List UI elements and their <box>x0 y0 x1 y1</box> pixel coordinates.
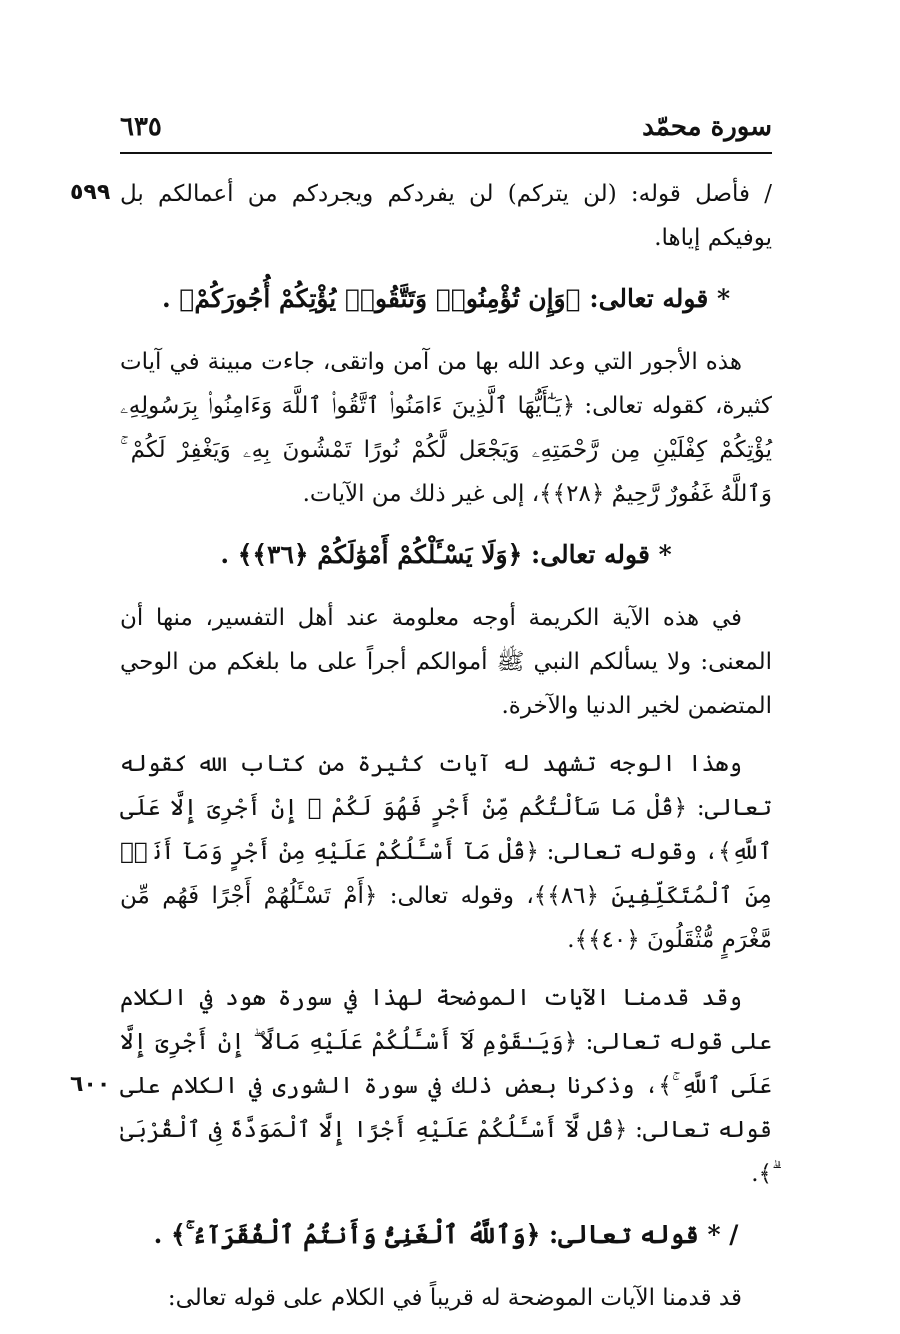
paragraph: هذه الأجور التي وعد الله بها من آمن واتقى، جاءت مبينة في آيات كثيرة، كقوله تعالى: ﴿يَـٰٓأَيُّهَا ٱلَّذِينَ ءَامَنُوا۟ ٱتَّقُوا۟ ٱللَّهَ وَءَامِنُوا۟ بِرَسُولِهِۦ يُؤْتِكُمْ كِفْلَيْنِ مِن رَّحْمَتِهِۦ وَيَجْعَل لَّكُمْ نُورًا تَمْشُونَ بِهِۦ وَيَغْفِرْ لَكُمْ ۚ وَٱللَّهُ غَفُورٌ رَّحِيمٌ ﴿٢٨﴾﴾، إلى غير ذلك من الآيات. <box>120 349 772 507</box>
margin-page-number: ٦٠٠ <box>70 1072 111 1097</box>
page-number: ٦٣٥ <box>120 112 162 142</box>
paragraph: في هذه الآية الكريمة أوجه معلومة عند أهل التفسير، منها أن المعنى: ولا يسألكم النبي ﷺ أموالكم أجراً على ما بلغكم من الوحي المتضمن لخير الدنيا والآخرة. <box>120 605 772 719</box>
page-header <box>120 112 772 154</box>
paragraph: وقد قدمنا الآيات الموضحة لهذا في سورة هود في الكلام على قوله تعالى: ﴿وَيَـٰقَوْمِ لَآ أَسْـَٔلُكُمْ عَلَيْهِ مَالًا ۖ إِنْ أَجْرِىَ إِلَّا عَلَى ٱللَّهِ ۚ﴾، وذكرنا بعض ذلك في سورة الشورى في الكلام على قوله تعالى: ﴿قُل لَّآ أَسْـَٔلُكُمْ عَلَيْهِ أَجْرًا إِلَّا ٱلْمَوَدَّةَ فِى ٱلْقُرْبَىٰ ۗ﴾. <box>120 985 773 1187</box>
verse-heading <box>120 1210 772 1260</box>
heading-label: / * قوله تعالى: <box>549 1220 739 1249</box>
quran-verse: ﴿وَٱللَّهُ ٱلْغَنِىُّ وَأَنتُمُ ٱلْفُقَرَآءُ ۚ﴾ . <box>153 1220 541 1249</box>
quran-verse: ﴿وَلَا يَسْـَٔلْكُمْ أَمْوَٰلَكُمْ ﴿٣٦﴾﴾ . <box>220 540 523 569</box>
heading-label: * قوله تعالى: <box>589 284 731 313</box>
quran-verse: ﴿وَإِن تُؤْمِنُوا۟ وَتَتَّقُوا۟ يُؤْتِكُمْ أُجُورَكُمْ﴾ . <box>161 284 581 313</box>
verse-heading <box>120 530 772 580</box>
paragraph: قد قدمنا الآيات الموضحة له قريباً في الكلام على قوله تعالى: <box>167 1285 742 1311</box>
paragraph: / فأصل قوله: (لن يتركم) لن يفردكم ويجردكم من أعمالكم بل يوفيكم إياها. <box>120 181 772 251</box>
page-body <box>120 172 772 1334</box>
surah-title: سورة محمّد <box>642 112 772 142</box>
margin-page-number: ٥٩٩ <box>70 180 111 205</box>
heading-label: * قوله تعالى: <box>530 540 672 569</box>
paragraph: وهذا الوجه تشهد له آيات كثيرة من كتاب الله كقوله تعالى: ﴿قُلْ مَا سَأَلْتُكُم مِّنْ أَجْرٍ فَهُوَ لَكُمْ ۖ إِنْ أَجْرِىَ إِلَّا عَلَى ٱللَّهِ﴾، وقوله تعالى: ﴿قُلْ مَآ أَسْـَٔلُكُمْ عَلَيْهِ مِنْ أَجْرٍ وَمَآ أَنَا۠ مِنَ ٱلْمُتَكَلِّفِينَ ﴿٨٦﴾﴾، وقوله تعالى: ﴿أَمْ تَسْـَٔلُهُمْ أَجْرًا فَهُم مِّن مَّغْرَمٍ مُّثْقَلُونَ ﴿٤٠﴾﴾. <box>120 751 772 953</box>
verse-heading <box>120 274 772 324</box>
